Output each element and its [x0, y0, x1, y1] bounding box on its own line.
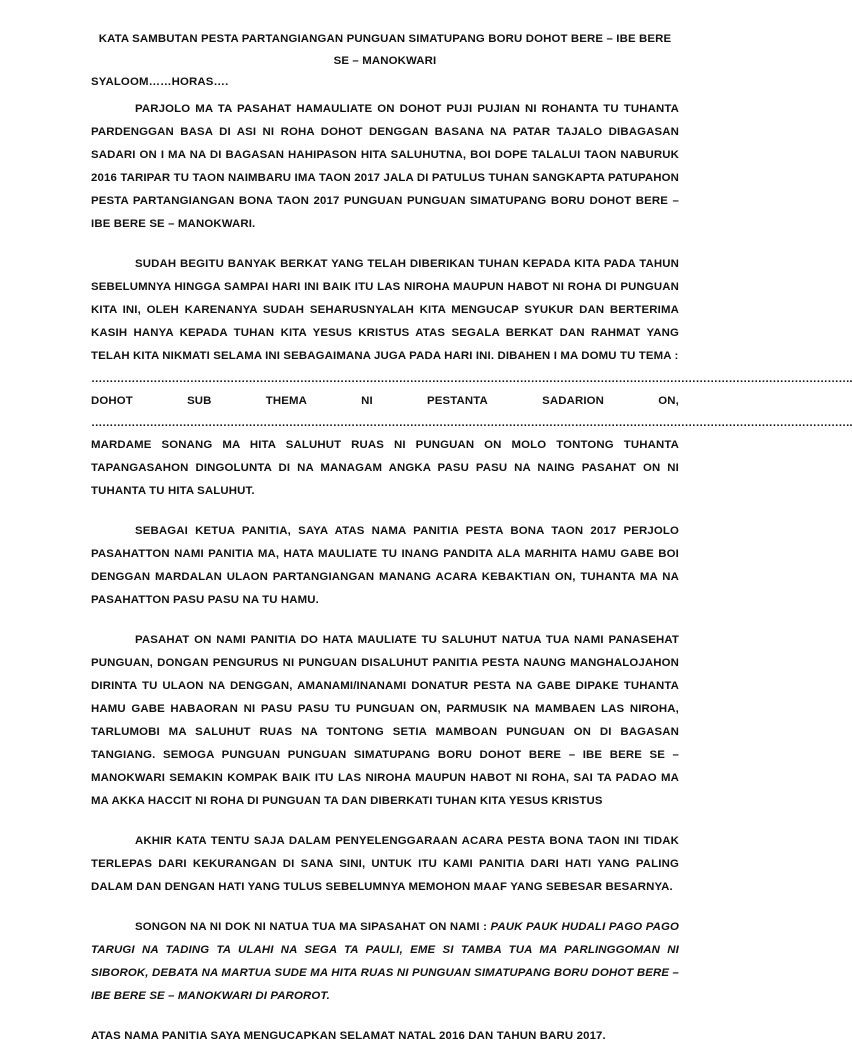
sub-theme-word: SUB	[187, 395, 212, 407]
closing-statement: ATAS NAMA PANITIA SAYA MENGUCAPKAN SELAMAT NATAL 2016 DAN TAHUN BARU 2017.	[91, 1030, 606, 1042]
paragraph-6-lead: SONGON NA NI DOK NI NATUA TUA MA SIPASAHAT ON NAMI :	[135, 921, 488, 933]
document-title-line-2: SE – MANOKWARI	[333, 55, 437, 67]
greeting: SYALOOM……HORAS….	[91, 76, 229, 88]
sub-theme-word: ON,	[658, 395, 679, 407]
paragraph-1: PARJOLO MA TA PASAHAT HAMAULIATE ON DOHOT PUJI PUJIAN NI ROHANTA TU TUHANTA PARDENGGAN BASA DI ASI NI ROHA DOHOT DENGGAN BASANA NA PATAR TAJALO DIBAGASAN SADARI ON I MA NA DI BAGASAN HAHIPASON HITA SALUHUTNA, BOI DOPE TALALUI TAON NABURUK 2016 TARIPAR TU TAON NAIMBARU IMA TAON 2017 JALA DI PATULUS TUHAN SANGKAPTA PATUPAHON PESTA PARTANGIANGAN BONA TAON 2017 PUNGUAN PUNGUAN SIMATUPANG BORU DOHOT BERE – IBE BERE SE – MANOKWARI.	[91, 103, 679, 230]
document-title-line-1: KATA SAMBUTAN PESTA PARTANGIANGAN PUNGUAN SIMATUPANG BORU DOHOT BERE – IBE BERE	[98, 33, 672, 45]
paragraph-6	[91, 916, 679, 1008]
sub-theme-word: NI	[361, 395, 373, 407]
document-page	[91, 28, 852, 1047]
sub-theme-word: THEMA	[265, 395, 307, 407]
paragraph-3: SEBAGAI KETUA PANITIA, SAYA ATAS NAMA PANITIA PESTA BONA TAON 2017 PERJOLO PASAHATTON NAMI PANITIA MA, HATA MAULIATE TU INANG PANDITA ALA MARHITA HAMU GABE BOI DENGGAN MARDALAN ULAON PARTANGIANGAN MANANG ACARA KEBAKTIAN ON, TUHANTA MA NA PASAHATTON PASU PASU NA TU HAMU.	[91, 525, 679, 606]
dotted-line-1: ……………………………………………………………………………………………………………………………………………………………………………………….	[91, 373, 852, 385]
paragraph-2-continued: MARDAME SONANG MA HITA SALUHUT RUAS NI PUNGUAN ON MOLO TONTONG TUHANTA TAPANGASAHON DINGOLUNTA DI NA MANAGAM ANGKA PASU PASU NA NAING PASAHAT ON NI TUHANTA TU HITA SALUHUT.	[91, 439, 679, 497]
paragraph-5: AKHIR KATA TENTU SAJA DALAM PENYELENGGARAAN ACARA PESTA BONA TAON INI TIDAK TERLEPAS DARI KEKURANGAN DI SANA SINI, UNTUK ITU KAMI PANITIA DARI HATI YANG PALING DALAM DAN DENGAN HATI YANG TULUS SEBELUMNYA MEMOHON MAAF YANG SEBESAR BESARNYA.	[91, 835, 679, 893]
dotted-line-2: ……………………………………………………………………………………………………………………………………………………………………………………….	[91, 417, 852, 429]
sub-theme-line	[91, 390, 679, 412]
paragraph-2: SUDAH BEGITU BANYAK BERKAT YANG TELAH DIBERIKAN TUHAN KEPADA KITA PADA TAHUN SEBELUMNYA HINGGA SAMPAI HARI INI BAIK ITU LAS NIROHA MAUPUN HABOT NI ROHA DI PUNGUAN KITA INI, OLEH KARENANYA SUDAH SEHARUSNYALAH KITA MENGUCAP SYUKUR DAN BERTERIMA KASIH HANYA KEPADA TUHAN KITA YESUS KRISTUS ATAS SEGALA BERKAT DAN RAHMAT YANG TELAH KITA NIKMATI SELAMA INI SEBAGAIMANA JUGA PADA HARI INI. DIBAHEN I MA DOMU TU TEMA :	[91, 258, 679, 362]
sub-theme-word: PESTANTA	[427, 395, 488, 407]
paragraph-4: PASAHAT ON NAMI PANITIA DO HATA MAULIATE TU SALUHUT NATUA TUA NAMI PANASEHAT PUNGUAN, DONGAN PENGURUS NI PUNGUAN DISALUHUT PANITIA PESTA NAUNG MANGHALOJAHON DIRINTA TU ULAON NA DENGGAN, AMANAMI/INANAMI DONATUR PESTA NA GABE DIPAKE TUHANTA HAMU GABE HABAORAN NI PASU PASU TU PUNGUAN ON, PARMUSIK NA MAMBAEN LAS NIROHA, TARLUMOBI MA SALUHUT RUAS NA TONTONG SETIA MAMBOAN PUNGUAN ON DI BAGASAN TANGIANG. SEMOGA PUNGUAN PUNGUAN SIMATUPANG BORU DOHOT BERE – IBE BERE SE – MANOKWARI SEMAKIN KOMPAK BAIK ITU LAS NIROHA MAUPUN HABOT NI ROHA, SAI TA PADAO MA MA AKKA HACCIT NI ROHA DI PUNGUAN TA DAN DIBERKATI TUHAN KITA YESUS KRISTUS	[91, 634, 679, 807]
sub-theme-word: SADARION	[542, 395, 605, 407]
sub-theme-word: DOHOT	[91, 395, 133, 407]
paragraph-6-proverb: PAUK PAUK HUDALI PAGO PAGO TARUGI NA TADING TA ULAHI NA SEGA TA PAULI, EME SI TAMBA TUA MA PARLINGGOMAN NI SIBOROK, DEBATA NA MARTUA SUDE MA HITA RUAS NI PUNGUAN SIMATUPANG BORU DOHOT BERE – IBE BERE SE – MANOKWARI DI PAROROT.	[91, 921, 679, 1002]
